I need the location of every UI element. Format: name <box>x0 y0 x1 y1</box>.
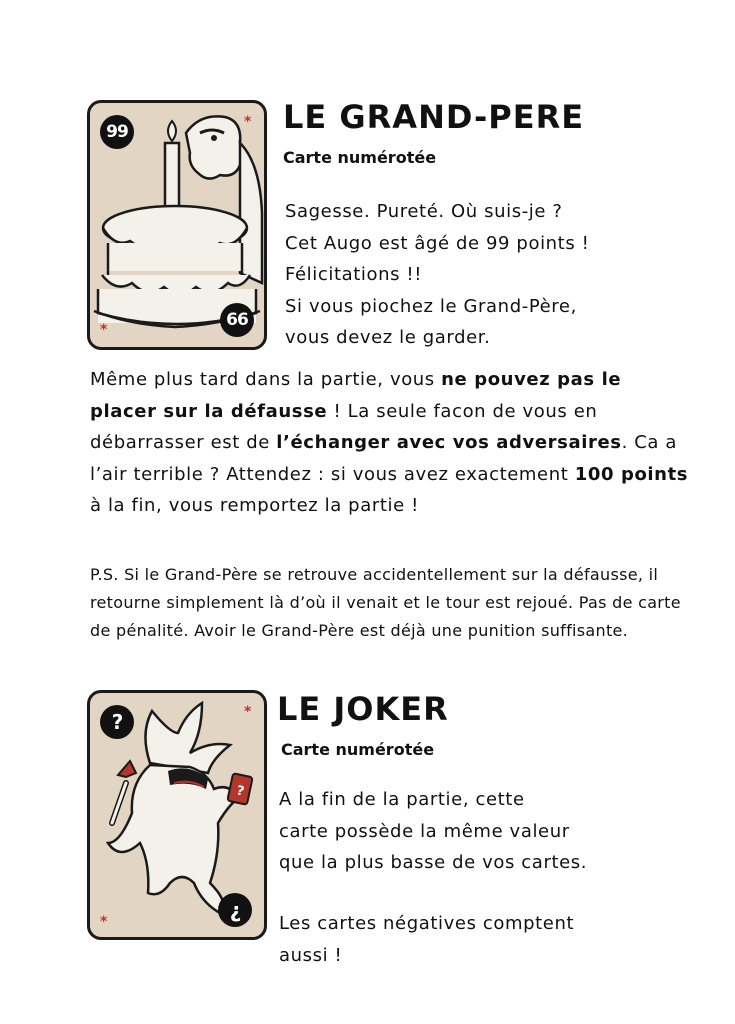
joker-card <box>87 690 267 940</box>
page-title-grandpere: LE GRAND-PERE <box>283 98 585 136</box>
body-emphasis: 100 points <box>574 463 689 485</box>
grandpere-intro <box>285 196 725 354</box>
svg-text:?: ? <box>234 783 246 800</box>
intro-line: carte possède la même valeur <box>279 820 570 842</box>
intro-line: Cet Augo est âgé de 99 points ! <box>285 232 590 254</box>
intro-line: Sagesse. Pureté. Où suis-je ? <box>285 201 563 222</box>
star-icon: * <box>244 704 252 720</box>
card-value-bottom: 66 <box>220 303 254 337</box>
body-emphasis: ne pouvez pas le placer sur la défausse <box>90 369 622 422</box>
page-title-joker: LE JOKER <box>277 690 449 728</box>
star-icon: * <box>244 114 252 130</box>
subtitle-grandpere: Carte numérotée <box>283 148 437 167</box>
subtitle-joker: Carte numérotée <box>281 740 435 759</box>
intro-line: vous devez le garder. <box>285 327 491 348</box>
grandpere-body <box>90 364 690 522</box>
intro-line: que la plus basse de vos cartes. <box>279 852 588 873</box>
card-value-top: ? <box>100 705 134 739</box>
note-line: Les cartes négatives comptent <box>279 913 575 934</box>
intro-line: A la fin de la partie, cette <box>279 789 525 810</box>
joker-intro <box>279 784 719 879</box>
intro-line: Si vous piochez le Grand-Père, <box>285 295 577 317</box>
note-line: aussi ! <box>279 944 343 966</box>
card-value-bottom: ¿ <box>218 893 252 927</box>
body-text: ! La seule facon de vous en débarrasser est de <box>90 400 598 453</box>
card-value-top: 99 <box>100 115 134 149</box>
star-icon: * <box>100 322 108 338</box>
joker-note <box>279 908 719 971</box>
star-icon: * <box>100 914 108 930</box>
intro-line: Félicitations !! <box>285 264 423 285</box>
body-emphasis: l’échanger avec vos adversaires <box>276 432 622 453</box>
body-text: Même plus tard dans la partie, vous <box>90 369 442 390</box>
body-text: . Ca a l’air terrible ? Attendez : si vous avez exactement <box>90 432 677 485</box>
grandpere-card <box>87 100 267 350</box>
grandpere-ps: P.S. Si le Grand-Père se retrouve accidentellement sur la défausse, il retourne simplement là d’où il venait et le tour est rejoué. Pas de carte de pénalité. Avoir le Grand-Père est déjà une punition suffisante. <box>90 565 681 640</box>
body-text: à la fin, vous remportez la partie ! <box>90 495 419 516</box>
